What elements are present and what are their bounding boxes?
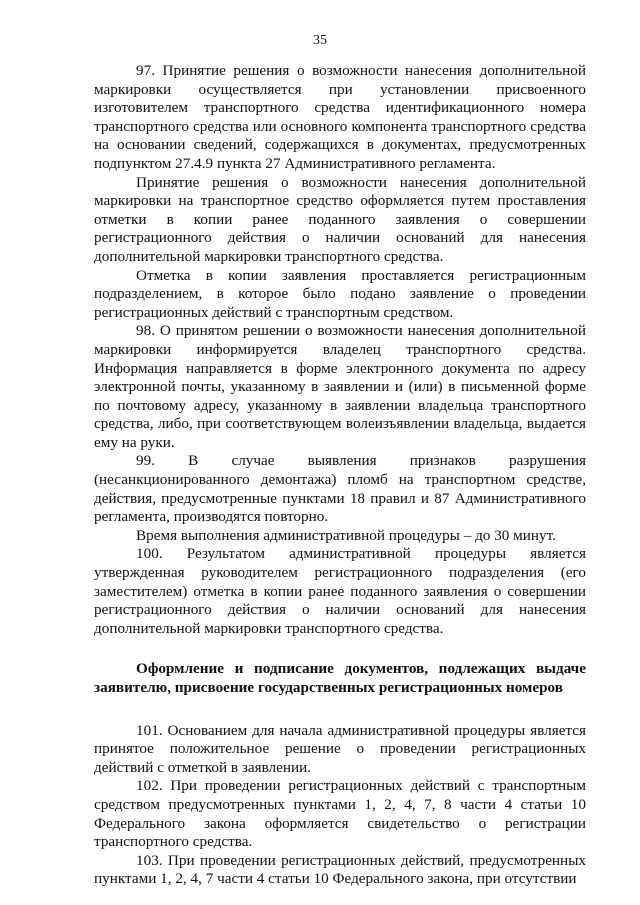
paragraph-time-limit: Время выполнения административной процедуры – до 30 минут. [136, 526, 556, 544]
paragraph-103: 103. При проведении регистрационных действий, предусмотренных пунктами 1, 2, 4, 7 части 4 статьи 10 Федерального закона, при отсутствии [94, 851, 586, 888]
paragraph-101: 101. Основанием для начала административной процедуры является принятое положительное решение о проведении регистрационных действий с отметкой в заявлении. [94, 721, 586, 776]
document-body [94, 62, 586, 889]
paragraph-99: 99. В случае выявления признаков разрушения (несанкционированного демонтажа) пломб на транспортном средстве, действия, предусмотренные пунктами 18 правил и 87 Административного регламента, производятся повторно. [94, 452, 586, 526]
section-heading: Оформление и подписание документов, подлежащих выдаче заявителю, присвоение государственных регистрационных номеров [94, 660, 586, 696]
paragraph-102: 102. При проведении регистрационных действий с транспортным средством предусмотренных пунктами 1, 2, 4, 7, 8 части 4 статьи 10 Федерального закона оформляется свидетельство о регистрации транспортного средства. [94, 777, 586, 851]
paragraph-97: 97. Принятие решения о возможности нанесения дополнительной маркировки осуществляется при установлении присвоенного изготовителем транспортного средства идентификационного номера транспортного средства или основного компонента транспортного средства на основании сведений, содержащихся в документах, предусмотренных подпунктом 27.4.9 пункта 27 Административного регламента. [94, 62, 586, 172]
paragraph-98: 98. О принятом решении о возможности нанесения дополнительной маркировки информируется владелец транспортного средства. Информация направляется в форме электронного документа по адресу электронной почты, указанному в заявлении и (или) в письменной форме по почтовому адресу, указанному в заявлении владельца транспортного средства, либо, при соответствующем волеизъявлении владельца, выдается ему на руки. [94, 322, 586, 451]
paragraph-100: 100. Результатом административной процедуры является утвержденная руководителем регистрационного подразделения (его заместителем) отметка в копии ранее поданного заявления о совершении регистрационного действия о наличии оснований для нанесения дополнительной маркировки транспортного средства. [94, 545, 586, 637]
page-number: 35 [313, 33, 327, 48]
paragraph-marking-decision: Принятие решения о возможности нанесения дополнительной маркировки на транспортное средство оформляется путем проставления отметки в копии ранее поданного заявления о совершении регистрационного действия о наличии оснований для нанесения дополнительной маркировки транспортного средства. [94, 173, 586, 265]
paragraph-mark-placement: Отметка в копии заявления проставляется регистрационным подразделением, в которое было подано заявление о проведении регистрационных действий с транспортным средством. [94, 266, 586, 321]
